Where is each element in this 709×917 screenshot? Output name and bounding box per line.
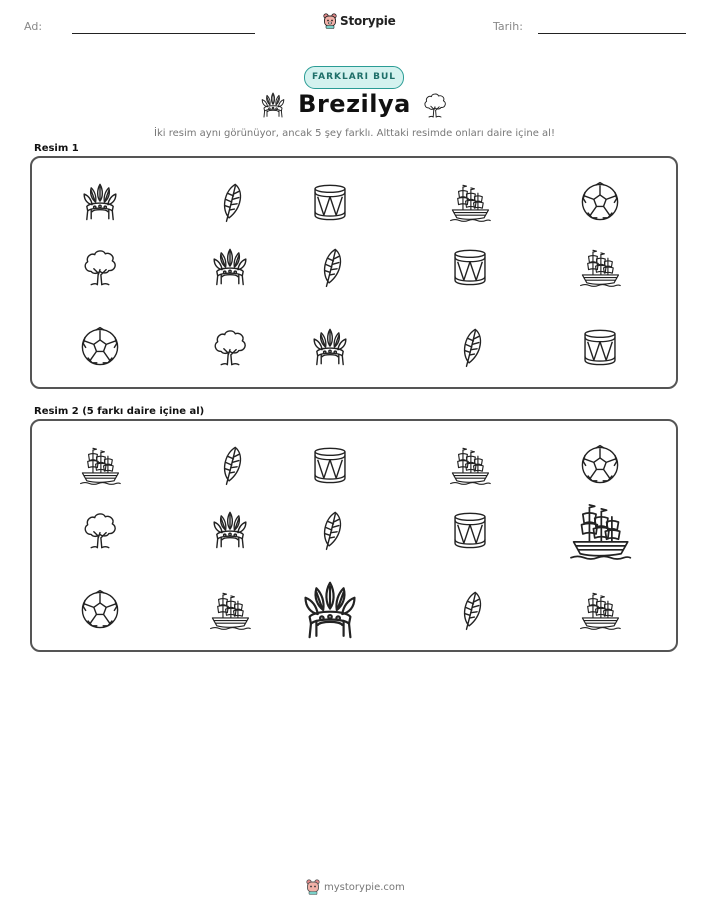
date-label: Tarih: [493,20,523,33]
soccer-ball-icon[interactable] [578,443,622,487]
soccer-ball-icon[interactable] [78,588,122,632]
headdress-icon [78,180,122,224]
brand-name: Storypie [340,14,396,28]
footer-url[interactable]: mystorypie.com [324,881,405,893]
ship-icon[interactable] [578,588,622,632]
drum-icon[interactable] [308,443,352,487]
ship-icon [578,245,622,289]
title-tree-icon [420,90,450,120]
headdress-icon [208,245,252,289]
panel-1-label: Resim 1 [34,143,79,154]
ship-icon[interactable] [208,588,252,632]
drum-icon [448,245,492,289]
activity-badge: FARKLARI BUL [304,66,404,89]
name-line[interactable] [72,33,255,34]
ship-icon[interactable] [78,443,122,487]
drum-icon [578,325,622,369]
title-headdress-icon [258,90,288,120]
name-label: Ad: [24,20,43,33]
footer-mascot-icon [306,879,320,895]
ship-icon[interactable] [567,497,633,563]
date-line[interactable] [538,33,686,34]
feather-icon[interactable] [448,588,492,632]
feather-icon [308,245,352,289]
soccer-ball-icon [78,325,122,369]
feather-icon [448,325,492,369]
feather-icon[interactable] [208,443,252,487]
footer [306,879,405,895]
headdress-icon[interactable] [296,576,364,644]
ship-icon[interactable] [448,443,492,487]
drum-icon [308,180,352,224]
brand-logo [323,13,396,29]
tree-icon[interactable] [78,508,122,552]
feather-icon [208,180,252,224]
storypie-mascot-icon [323,13,337,29]
picture-1-panel [30,156,678,389]
panel-2-label: Resim 2 (5 farkı daire içine al) [34,406,205,417]
tree-icon [208,325,252,369]
page-title: Brezilya [298,90,411,118]
picture-2-panel [30,419,678,652]
headdress-icon[interactable] [208,508,252,552]
soccer-ball-icon [578,180,622,224]
tree-icon [78,245,122,289]
headdress-icon [308,325,352,369]
feather-icon[interactable] [308,508,352,552]
instructions: İki resim aynı görünüyor, ancak 5 şey farklı. Alttaki resimde onları daire içine al! [154,128,555,139]
drum-icon[interactable] [448,508,492,552]
ship-icon [448,180,492,224]
